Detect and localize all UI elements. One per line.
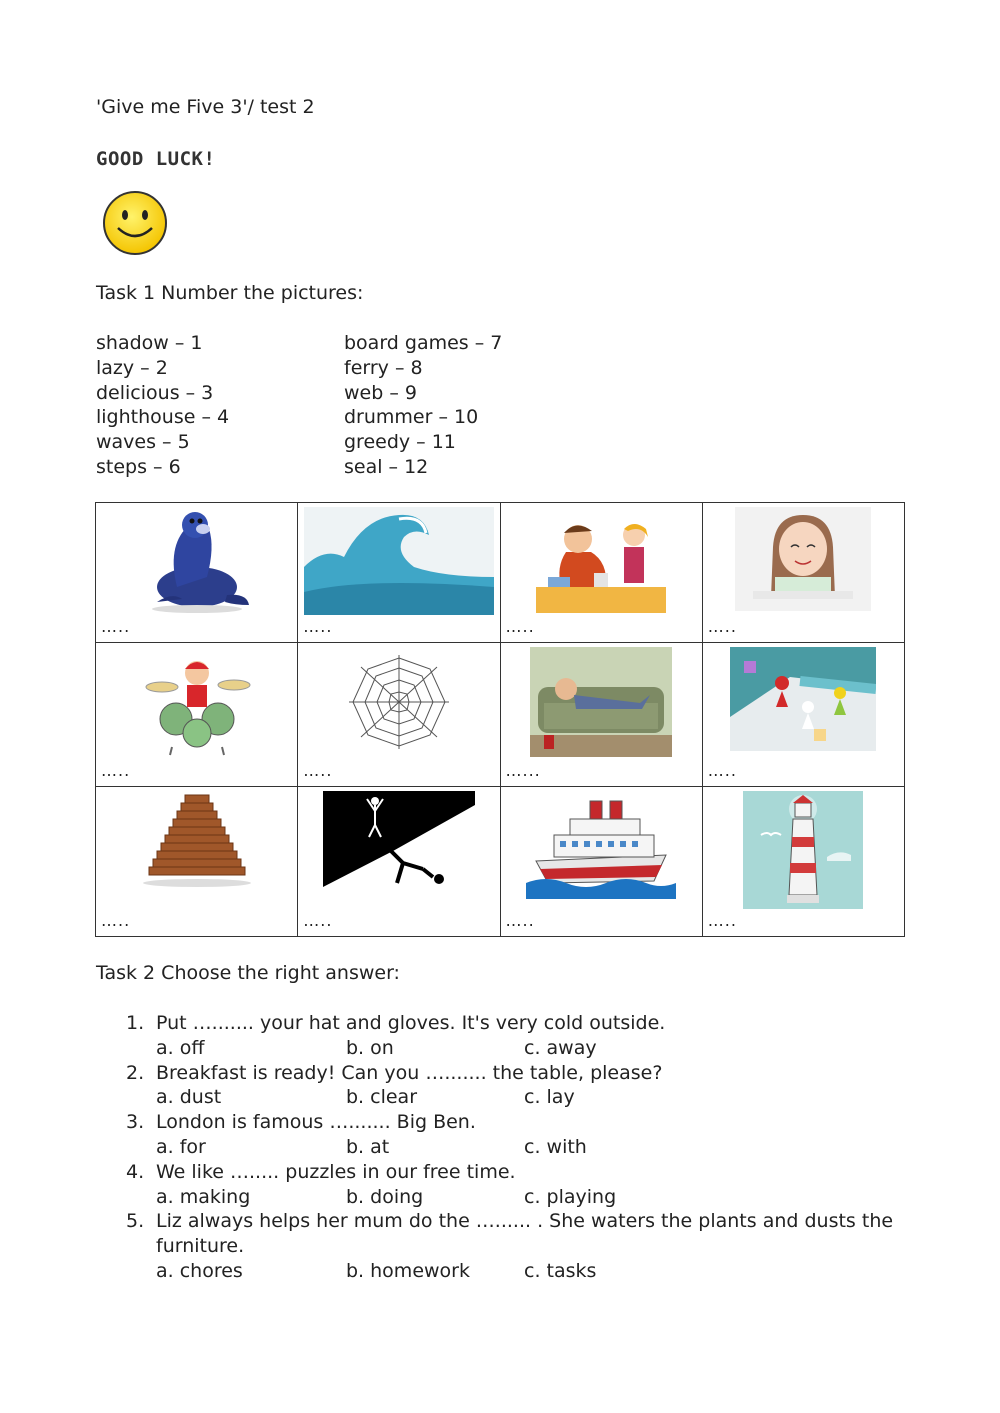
drummer-picture — [142, 647, 252, 757]
picture-cell — [298, 787, 500, 937]
answer-blank[interactable]: ….. — [101, 761, 131, 780]
question-text: Put …....... your hat and gloves. It's very cold outside. — [156, 1012, 666, 1034]
picture-cell — [500, 503, 702, 643]
shadow-picture — [323, 791, 475, 887]
option-c[interactable]: c. lay — [524, 1086, 575, 1109]
answer-blank[interactable]: …... — [505, 761, 541, 780]
answer-blank[interactable]: ….. — [707, 761, 737, 780]
option-c[interactable]: c. with — [524, 1135, 587, 1158]
picture-cell — [96, 787, 298, 937]
vocab-item: lighthouse – 4 — [96, 406, 230, 429]
answer-blank[interactable]: ….. — [303, 761, 333, 780]
vocab-item: seal – 12 — [344, 455, 429, 478]
option-a[interactable]: a. off — [156, 1036, 205, 1059]
answer-blank[interactable]: ….. — [505, 911, 535, 930]
answer-blank[interactable]: ….. — [303, 911, 333, 930]
vocab-item: lazy – 2 — [96, 356, 168, 379]
answer-blank[interactable]: ….. — [505, 617, 535, 636]
option-c[interactable]: c. away — [524, 1036, 597, 1059]
vocab-item: steps – 6 — [96, 455, 181, 478]
task2-heading: Task 2 Choose the right answer: — [96, 962, 400, 984]
picture-cell — [702, 643, 904, 787]
smiley-face-icon — [100, 188, 170, 258]
question-item — [126, 1110, 906, 1160]
vocab-item: shadow – 1 — [96, 332, 203, 354]
question-text: London is famous …....... Big Ben. — [156, 1111, 476, 1134]
question-number: 2. — [126, 1061, 145, 1084]
good-luck-heading: GOOD LUCK! — [96, 148, 216, 170]
question-number: 1. — [126, 1012, 145, 1034]
question-item — [126, 1061, 906, 1111]
vocab-list-left — [96, 331, 229, 480]
option-b[interactable]: b. doing — [346, 1185, 424, 1208]
question-item — [126, 1160, 906, 1210]
question-item — [126, 1209, 906, 1283]
answer-blank[interactable]: ….. — [303, 617, 333, 636]
answer-options — [156, 1135, 906, 1160]
question-number: 5. — [126, 1210, 145, 1233]
picture-cell — [500, 787, 702, 937]
answer-options — [156, 1036, 906, 1061]
vocab-item: ferry – 8 — [344, 356, 423, 379]
vocab-item: delicious – 3 — [96, 381, 214, 404]
lazy-man-picture — [530, 647, 672, 757]
picture-grid — [95, 502, 905, 937]
option-a[interactable]: a. dust — [156, 1086, 222, 1109]
answer-blank[interactable]: ….. — [707, 617, 737, 636]
spider-web-picture — [339, 647, 459, 757]
question-text: Liz always helps her mum do the …...... . She waters the plants and dusts the furniture. — [156, 1210, 894, 1258]
answer-blank[interactable]: ….. — [101, 617, 131, 636]
answer-options — [156, 1185, 906, 1210]
picture-cell — [298, 503, 500, 643]
question-text: Breakfast is ready! Can you …....... the table, please? — [156, 1061, 663, 1084]
seal-picture — [137, 507, 257, 617]
vocab-item: drummer – 10 — [344, 406, 479, 429]
picture-cell — [702, 503, 904, 643]
picture-cell — [702, 787, 904, 937]
option-c[interactable]: c. tasks — [524, 1259, 597, 1282]
worksheet-title: 'Give me Five 3'/ test 2 — [96, 96, 315, 118]
option-b[interactable]: b. homework — [346, 1259, 470, 1282]
answer-blank[interactable]: ….. — [707, 911, 737, 930]
ferry-picture — [526, 791, 676, 899]
vocab-list-right — [344, 331, 502, 480]
option-a[interactable]: a. for — [156, 1135, 206, 1158]
question-item — [126, 1011, 906, 1061]
option-b[interactable]: b. on — [346, 1036, 394, 1059]
vocab-item: board games – 7 — [344, 332, 503, 354]
answer-options — [156, 1259, 906, 1284]
option-a[interactable]: a. making — [156, 1185, 251, 1208]
vocab-item: waves – 5 — [96, 431, 190, 454]
question-number: 3. — [126, 1111, 145, 1134]
picture-cell — [298, 643, 500, 787]
greedy-boy-picture — [536, 507, 666, 617]
answer-options — [156, 1085, 906, 1110]
option-b[interactable]: b. at — [346, 1135, 390, 1158]
picture-cell — [500, 643, 702, 787]
option-a[interactable]: a. chores — [156, 1259, 243, 1282]
option-b[interactable]: b. clear — [346, 1086, 418, 1109]
picture-cell — [96, 643, 298, 787]
vocab-item: greedy – 11 — [344, 431, 456, 454]
picture-cell — [96, 503, 298, 643]
lighthouse-picture — [743, 791, 863, 909]
task1-heading: Task 1 Number the pictures: — [96, 282, 364, 304]
delicious-girl-picture — [735, 507, 871, 611]
vocab-item: web – 9 — [344, 381, 417, 404]
wave-picture — [304, 507, 494, 615]
question-number: 4. — [126, 1160, 145, 1183]
answer-blank[interactable]: ….. — [101, 911, 131, 930]
steps-picture — [137, 791, 257, 891]
option-c[interactable]: c. playing — [524, 1185, 617, 1208]
board-games-picture — [730, 647, 876, 751]
question-list — [126, 1011, 906, 1284]
question-text: We like …..... puzzles in our free time. — [156, 1160, 516, 1183]
